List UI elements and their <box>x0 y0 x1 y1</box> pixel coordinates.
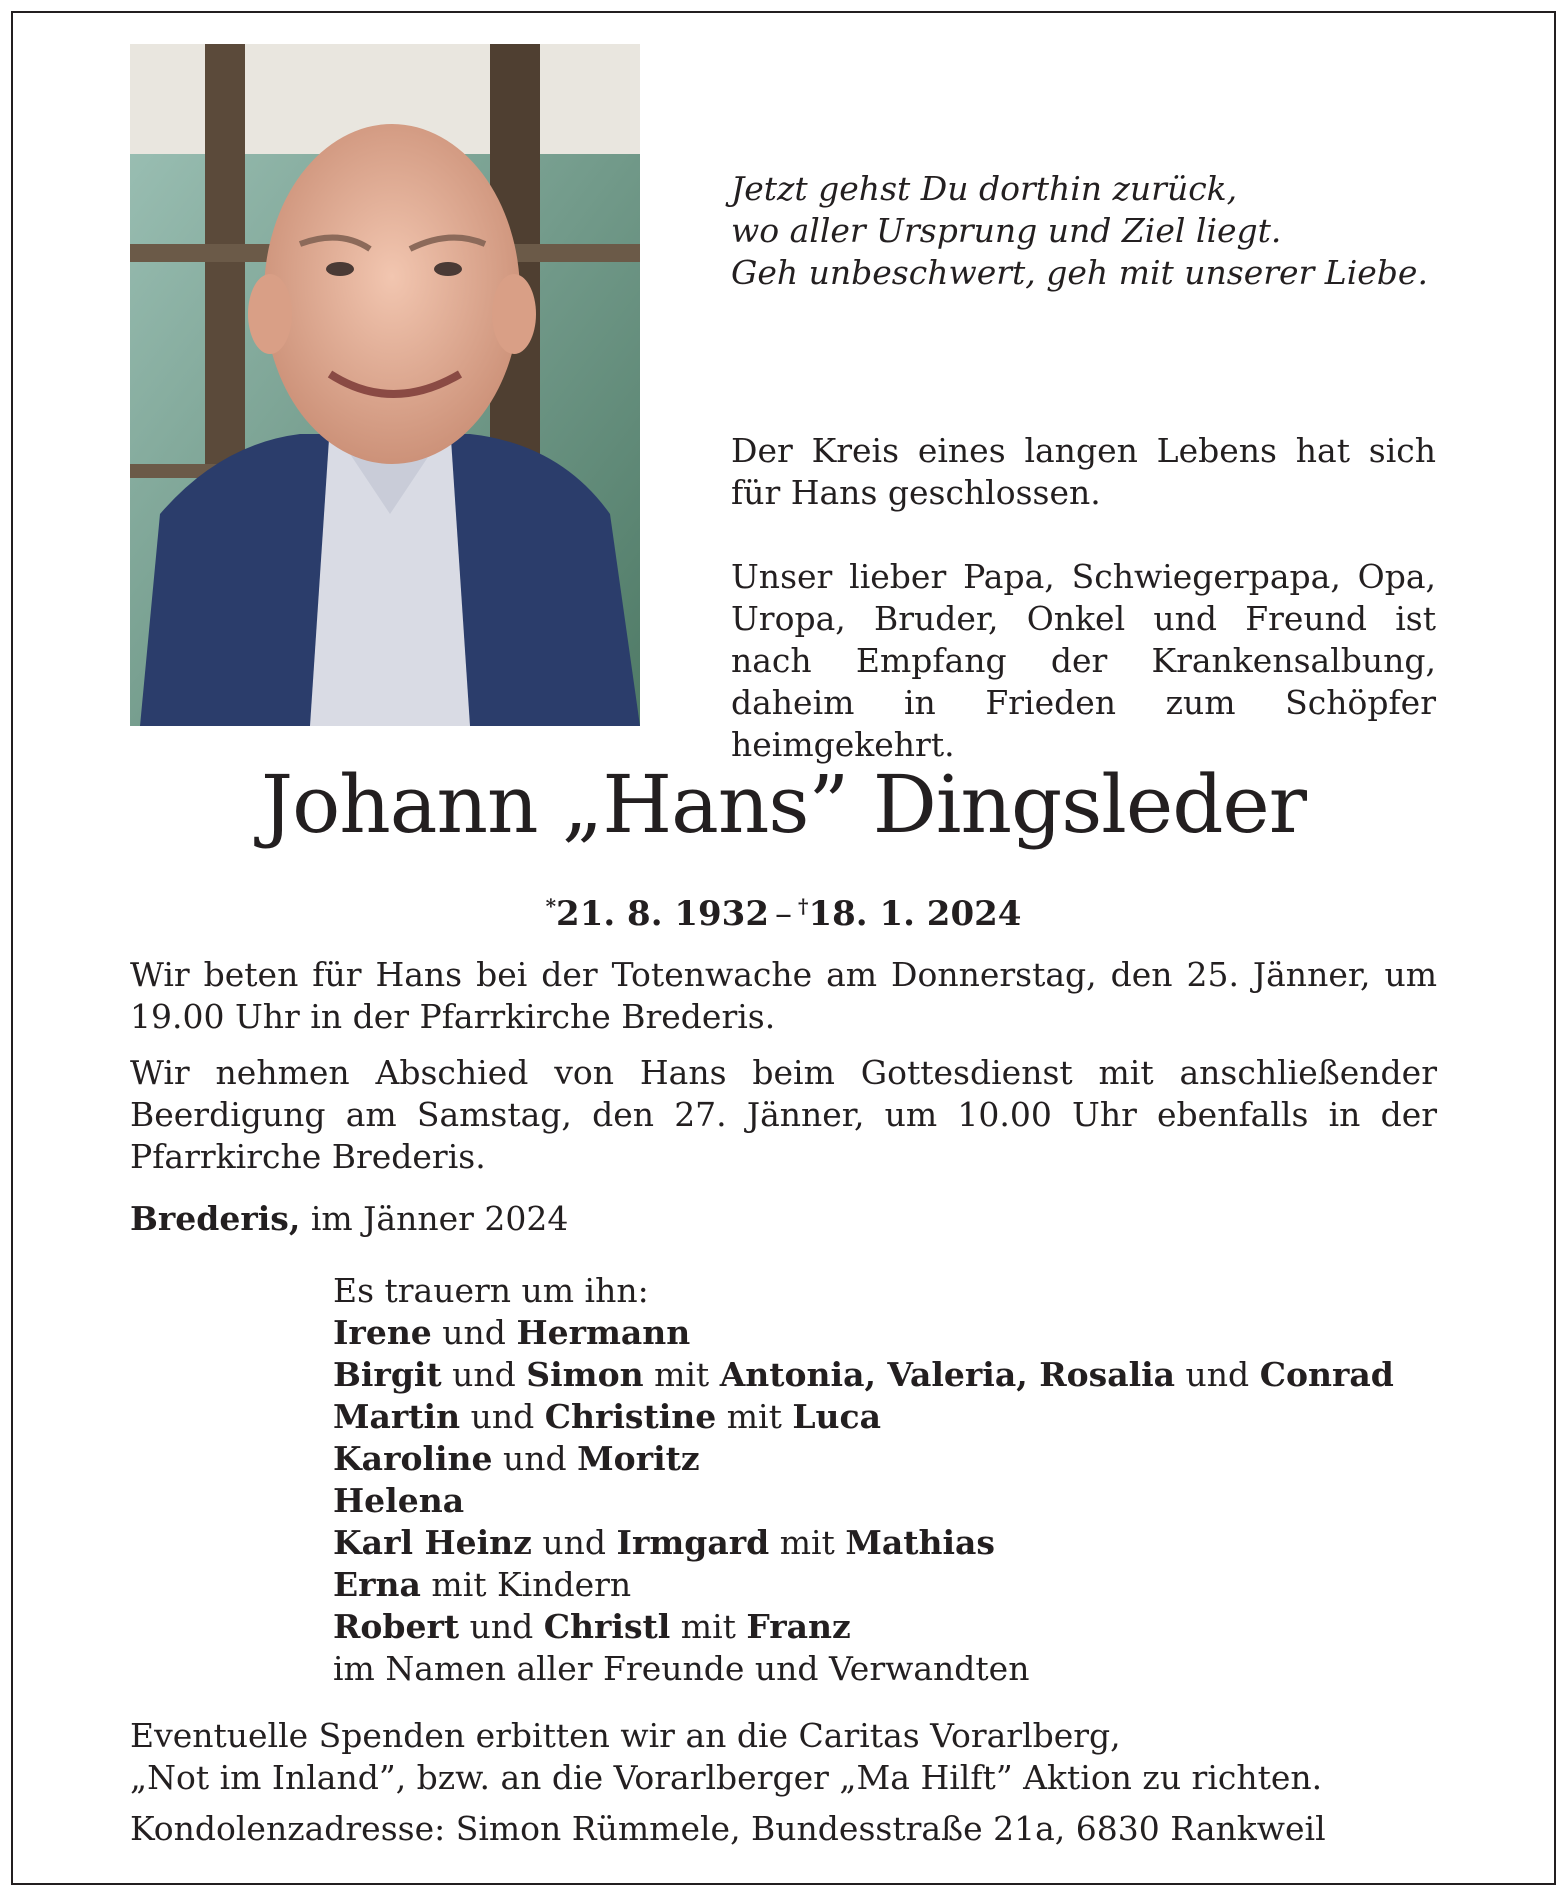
donation-line: „Not im Inland”, bzw. an die Vorarlberger „Ma Hilft” Aktion zu richten. <box>130 1758 1323 1797</box>
donation-note <box>130 1715 1450 1799</box>
mourner-name: Robert <box>333 1607 460 1646</box>
mourner-line <box>333 1522 1394 1564</box>
mourner-name: Mathias <box>845 1523 995 1562</box>
mourners-list <box>333 1270 1394 1690</box>
mourner-connector: mit <box>716 1397 793 1436</box>
mourner-connector: und <box>441 1355 527 1394</box>
mourner-name: Helena <box>333 1481 465 1520</box>
mourner-name: Irene <box>333 1313 432 1352</box>
mourner-line <box>333 1564 1394 1606</box>
mourner-name: Simon <box>526 1355 644 1394</box>
funeral-announcement: Wir nehmen Abschied von Hans beim Gottesdienst mit anschließender Beerdigung am Samstag, den 27. Jänner, um 10.00 Uhr ebenfalls in der Pfarrkirche Brederis. <box>130 1053 1437 1176</box>
condolence-address: Kondolenzadresse: Simon Rümmele, Bundesstraße 21a, 6830 Rankweil <box>130 1809 1326 1848</box>
mourner-connector: und <box>1175 1355 1260 1394</box>
date-separator: – <box>775 894 792 934</box>
mourner-lines <box>333 1312 1394 1690</box>
mourner-name: Birgit <box>333 1355 442 1394</box>
place-name: Brederis, <box>130 1199 301 1238</box>
poem-line: Jetzt gehst Du dorthin zurück, <box>731 169 1238 208</box>
life-dates <box>130 884 1437 936</box>
mourner-name: Christine <box>544 1397 717 1436</box>
place-date <box>130 1198 568 1240</box>
mourner-name: Conrad <box>1259 1355 1394 1394</box>
mourner-name: Luca <box>792 1397 881 1436</box>
wake-announcement: Wir beten für Hans bei der Totenwache am Donnerstag, den 25. Jänner, um 19.00 Uhr in der Pfarrkirche Brederis. <box>130 955 1437 1036</box>
poem-line: Geh unbeschwert, geh mit unserer Liebe. <box>731 253 1428 292</box>
intro-paragraph-1: Der Kreis eines langen Lebens hat sich für Hans geschlossen. <box>731 431 1436 512</box>
mourner-connector: und <box>460 1397 545 1436</box>
intro-paragraph-2: Unser lieber Papa, Schwiegerpapa, Opa, Uropa, Bruder, Onkel und Freund ist nach Empfang der Krankensalbung, daheim in Frieden zum Schöpfer heimgekehrt. <box>731 557 1436 764</box>
mourner-line <box>333 1354 1394 1396</box>
mourner-connector: und <box>459 1607 544 1646</box>
mourners-heading: Es trauern um ihn: <box>333 1271 649 1310</box>
deceased-name: Johann „Hans” Dingsleder <box>261 758 1306 851</box>
mourner-connector: mit <box>643 1355 720 1394</box>
birth-date: 21. 8. 1932 <box>556 894 769 934</box>
mourner-line <box>333 1312 1394 1354</box>
mourner-name: Irmgard <box>616 1523 770 1562</box>
mourner-connector: mit <box>670 1607 747 1646</box>
mourner-connector: mit <box>769 1523 846 1562</box>
donation-line: Eventuelle Spenden erbitten wir an die Caritas Vorarlberg, <box>130 1716 1121 1755</box>
poem-verse <box>731 168 1451 294</box>
notice-date: im Jänner 2024 <box>300 1199 569 1238</box>
mourner-name: Hermann <box>516 1313 691 1352</box>
mourner-line <box>333 1606 1394 1648</box>
mourner-line <box>333 1396 1394 1438</box>
mourner-connector: und <box>531 1523 617 1562</box>
mourner-connector: und <box>492 1439 578 1478</box>
mourner-name: Karl Heinz <box>333 1523 532 1562</box>
birth-symbol: * <box>545 894 557 918</box>
mourner-line <box>333 1480 1394 1522</box>
mourner-name: Erna <box>333 1565 421 1604</box>
death-symbol: † <box>798 894 809 918</box>
mourner-connector: im Namen aller Freunde und Verwandten <box>333 1649 1030 1688</box>
mourner-line <box>333 1648 1394 1690</box>
mourner-connector: mit Kindern <box>420 1565 632 1604</box>
mourner-name: Franz <box>746 1607 851 1646</box>
mourner-name: Karoline <box>333 1439 493 1478</box>
mourner-name: Martin <box>333 1397 461 1436</box>
mourner-line <box>333 1438 1394 1480</box>
mourner-name: Christl <box>543 1607 671 1646</box>
portrait-illustration <box>130 44 640 726</box>
death-date: 18. 1. 2024 <box>808 894 1022 934</box>
portrait-photo <box>130 44 640 726</box>
mourner-name: Moritz <box>577 1439 700 1478</box>
poem-line: wo aller Ursprung und Ziel liegt. <box>731 211 1282 250</box>
mourner-name: Antonia, Valeria, Rosalia <box>719 1355 1176 1394</box>
mourner-connector: und <box>431 1313 517 1352</box>
